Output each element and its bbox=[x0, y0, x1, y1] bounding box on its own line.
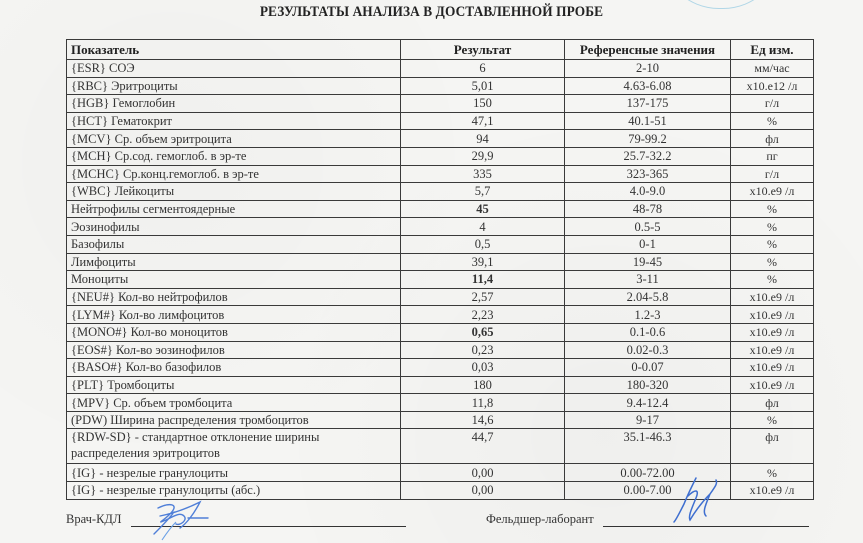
parameter-name: {IG} - незрелые гранулоциты bbox=[67, 464, 401, 482]
parameter-name: (PDW) Ширина распределения тромбоцитов bbox=[67, 411, 401, 429]
table-row bbox=[67, 253, 814, 271]
parameter-name: {HCT} Гематокрит bbox=[67, 112, 401, 130]
unit: x10.e9 /л bbox=[731, 183, 814, 201]
table-row bbox=[67, 183, 814, 201]
result-value: 150 bbox=[401, 95, 565, 113]
reference-range: 4.0-9.0 bbox=[565, 183, 731, 201]
table-row bbox=[67, 165, 814, 183]
unit: % bbox=[731, 271, 814, 289]
reference-range: 25.7-32.2 bbox=[565, 147, 731, 165]
parameter-name: {MCH} Ср.сод. гемоглоб. в эр-те bbox=[67, 147, 401, 165]
table-row bbox=[67, 306, 814, 324]
parameter-name: Базофилы bbox=[67, 235, 401, 253]
unit: x10.e9 /л bbox=[731, 341, 814, 359]
table-row bbox=[67, 77, 814, 95]
parameter-name: {MONO#} Кол-во моноцитов bbox=[67, 323, 401, 341]
result-value: 2,23 bbox=[401, 306, 565, 324]
header-parameter: Показатель bbox=[67, 40, 401, 60]
parameter-name: {LYM#} Кол-во лимфоцитов bbox=[67, 306, 401, 324]
table-row bbox=[67, 359, 814, 377]
unit: x10.e12 /л bbox=[731, 77, 814, 95]
reference-range: 48-78 bbox=[565, 200, 731, 218]
parameter-name: {MPV} Ср. объем тромбоцита bbox=[67, 394, 401, 412]
parameter-name: {IG} - незрелые гранулоциты (абс.) bbox=[67, 482, 401, 500]
result-value: 6 bbox=[401, 60, 565, 78]
table-row bbox=[67, 341, 814, 359]
table-row bbox=[67, 112, 814, 130]
unit: мм/час bbox=[731, 60, 814, 78]
unit: % bbox=[731, 411, 814, 429]
result-value: 29,9 bbox=[401, 147, 565, 165]
doctor-signature-icon bbox=[140, 494, 230, 543]
table-row bbox=[67, 394, 814, 412]
unit: % bbox=[731, 464, 814, 482]
reference-range: 2.04-5.8 bbox=[565, 288, 731, 306]
parameter-name: {WBC} Лейкоциты bbox=[67, 183, 401, 201]
lab-label: Фельдшер-лаборант bbox=[486, 512, 594, 526]
reference-range: 0-1 bbox=[565, 235, 731, 253]
result-value: 45 bbox=[401, 200, 565, 218]
unit: x10.e9 /л bbox=[731, 376, 814, 394]
reference-range: 40.1-51 bbox=[565, 112, 731, 130]
reference-range: 180-320 bbox=[565, 376, 731, 394]
table-row bbox=[67, 218, 814, 236]
parameter-name: {MCHC} Ср.конц.гемоглоб. в эр-те bbox=[67, 165, 401, 183]
result-value: 4 bbox=[401, 218, 565, 236]
unit: x10.e9 /л bbox=[731, 306, 814, 324]
header-reference: Референсные значения bbox=[565, 40, 731, 60]
doctor-signature-block bbox=[66, 512, 406, 527]
result-value: 14,6 bbox=[401, 411, 565, 429]
reference-range: 0.1-0.6 bbox=[565, 323, 731, 341]
result-value: 47,1 bbox=[401, 112, 565, 130]
result-value: 94 bbox=[401, 130, 565, 148]
reference-range: 35.1-46.3 bbox=[565, 429, 731, 464]
parameter-name: {NEU#} Кол-во нейтрофилов bbox=[67, 288, 401, 306]
unit: x10.e9 /л bbox=[731, 288, 814, 306]
parameter-name: {RDW-SD} - стандартное отклонение ширины распределения эритроцитов bbox=[67, 429, 401, 464]
table-row bbox=[67, 288, 814, 306]
parameter-name: {BASO#} Кол-во базофилов bbox=[67, 359, 401, 377]
result-value: 39,1 bbox=[401, 253, 565, 271]
reference-range: 0-0.07 bbox=[565, 359, 731, 377]
parameter-name: {RBC} Эритроциты bbox=[67, 77, 401, 95]
parameter-name: Эозинофилы bbox=[67, 218, 401, 236]
reference-range: 4.63-6.08 bbox=[565, 77, 731, 95]
reference-range: 9.4-12.4 bbox=[565, 394, 731, 412]
unit: x10.e9 /л bbox=[731, 323, 814, 341]
result-value: 0,65 bbox=[401, 323, 565, 341]
result-value: 0,23 bbox=[401, 341, 565, 359]
result-value: 5,01 bbox=[401, 77, 565, 95]
result-value: 0,00 bbox=[401, 464, 565, 482]
unit: % bbox=[731, 200, 814, 218]
document-title: РЕЗУЛЬТАТЫ АНАЛИЗА В ДОСТАВЛЕННОЙ ПРОБЕ bbox=[259, 4, 604, 20]
result-value: 5,7 bbox=[401, 183, 565, 201]
table-row bbox=[67, 60, 814, 78]
unit: фл bbox=[731, 429, 814, 464]
reference-range: 3-11 bbox=[565, 271, 731, 289]
lab-signature-block bbox=[486, 512, 809, 527]
unit: % bbox=[731, 235, 814, 253]
unit: x10.e9 /л bbox=[731, 359, 814, 377]
result-value: 0,00 bbox=[401, 482, 565, 500]
unit: % bbox=[731, 112, 814, 130]
table-row bbox=[67, 411, 814, 429]
reference-range: 323-365 bbox=[565, 165, 731, 183]
table-row bbox=[67, 130, 814, 148]
parameter-name: {MCV} Ср. объем эритроцита bbox=[67, 130, 401, 148]
doctor-label: Врач-КДЛ bbox=[66, 512, 122, 526]
results-table bbox=[66, 39, 814, 500]
result-value: 11,4 bbox=[401, 271, 565, 289]
reference-range: 0.02-0.3 bbox=[565, 341, 731, 359]
result-value: 0,03 bbox=[401, 359, 565, 377]
reference-range: 0.00-7.00 bbox=[565, 482, 731, 500]
reference-range: 0.00-72.00 bbox=[565, 464, 731, 482]
reference-range: 137-175 bbox=[565, 95, 731, 113]
result-value: 2,57 bbox=[401, 288, 565, 306]
header-result: Результат bbox=[401, 40, 565, 60]
table-row bbox=[67, 235, 814, 253]
result-value: 11,8 bbox=[401, 394, 565, 412]
reference-range: 9-17 bbox=[565, 411, 731, 429]
unit: x10.e9 /л bbox=[731, 482, 814, 500]
reference-range: 2-10 bbox=[565, 60, 731, 78]
parameter-name: Моноциты bbox=[67, 271, 401, 289]
parameter-name: {PLT} Тромбоциты bbox=[67, 376, 401, 394]
result-value: 44,7 bbox=[401, 429, 565, 464]
header-unit: Ед изм. bbox=[731, 40, 814, 60]
table-row bbox=[67, 200, 814, 218]
table-row bbox=[67, 376, 814, 394]
parameter-name: {EOS#} Кол-во эозинофилов bbox=[67, 341, 401, 359]
unit: пг bbox=[731, 147, 814, 165]
unit: г/л bbox=[731, 165, 814, 183]
parameter-name: Лимфоциты bbox=[67, 253, 401, 271]
result-value: 180 bbox=[401, 376, 565, 394]
unit: % bbox=[731, 218, 814, 236]
reference-range: 19-45 bbox=[565, 253, 731, 271]
table-row bbox=[67, 429, 814, 464]
table-row bbox=[67, 323, 814, 341]
reference-range: 79-99.2 bbox=[565, 130, 731, 148]
unit: фл bbox=[731, 130, 814, 148]
reference-range: 1.2-3 bbox=[565, 306, 731, 324]
result-value: 335 bbox=[401, 165, 565, 183]
result-value: 0,5 bbox=[401, 235, 565, 253]
table-header-row bbox=[67, 40, 814, 60]
unit: г/л bbox=[731, 95, 814, 113]
parameter-name: Нейтрофилы сегментоядерные bbox=[67, 200, 401, 218]
unit: фл bbox=[731, 394, 814, 412]
table-row bbox=[67, 95, 814, 113]
table-row bbox=[67, 271, 814, 289]
unit: % bbox=[731, 253, 814, 271]
lab-signature-icon bbox=[666, 476, 726, 526]
reference-range: 0.5-5 bbox=[565, 218, 731, 236]
parameter-name: {HGB} Гемоглобин bbox=[67, 95, 401, 113]
table-row bbox=[67, 147, 814, 165]
parameter-name: {ESR} СОЭ bbox=[67, 60, 401, 78]
